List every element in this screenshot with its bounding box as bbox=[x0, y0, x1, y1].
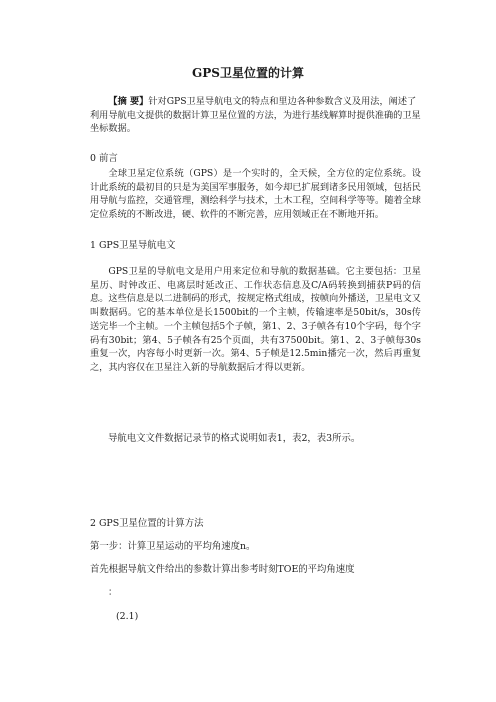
formula-colon: ： bbox=[108, 587, 118, 598]
table-reference-text: 导航电文文件数据记录节的格式说明如表1，表2，表3所示。 bbox=[108, 433, 361, 444]
step-1-description: 首先根据导航文件给出的参数计算出参考时刻TOE的平均角速度 bbox=[90, 564, 355, 575]
abstract-label: 【摘 要】 bbox=[108, 96, 149, 107]
section-2-heading: 2 GPS卫星位置的计算方法 bbox=[90, 518, 204, 529]
document-title: GPS卫星位置的计算 bbox=[192, 66, 304, 80]
section-1-heading: 1 GPS卫星导航电文 bbox=[90, 240, 176, 251]
section-0-heading: 0 前言 bbox=[90, 153, 118, 164]
step-1-text: 第一步：计算卫星运动的平均角速度n。 bbox=[90, 541, 256, 552]
equation-number: (2.1) bbox=[116, 611, 139, 622]
abstract-text: 针对GPS卫星导航电文的特点和里边各种参数含义及用法，阐述了利用导航电文提供的数据计算卫星位置的方法，为进行基线解算时提供准确的卫星坐标数据。 bbox=[90, 96, 421, 135]
abstract bbox=[90, 95, 421, 136]
section-1-paragraph: GPS卫星的导航电文是用户用来定位和导航的数据基础。它主要包括：卫星星历、时钟改正、电离层时延改正、工作状态信息及C/A码转换到捕获P码的信息。这些信息是以二进制码的形式，按规定格式组成，按帧向外播送，卫星电文又叫数据码。它的基本单位是长1500bit的一个主帧，传输速率是50bit/s，30s传送完毕一个主帧。一个主帧包括5个子帧，第1、2、3子帧各有10个字码，每个字码有30bit；第4、5子帧各有25个页面，共有37500bit。第1、2、3子帧每30s重复一次，内容每小时更新一次。第4、5子帧是12.5min播完一次，然后再重复之，其内容仅在卫星注入新的导航数据后才得以更新。 bbox=[90, 266, 421, 373]
section-0-paragraph: 全球卫星定位系统（GPS）是一个实时的，全天候，全方位的定位系统。设计此系统的最初目的只是为美国军事服务，如今却已扩展到诸多民用领域，包括民用导航与监控，交通管理，测绘科学与技术，土木工程，空间科学等等。随着全球定位系统的不断改进，硬、软件的不断完善，应用领域正在不断地开拓。 bbox=[90, 168, 421, 221]
